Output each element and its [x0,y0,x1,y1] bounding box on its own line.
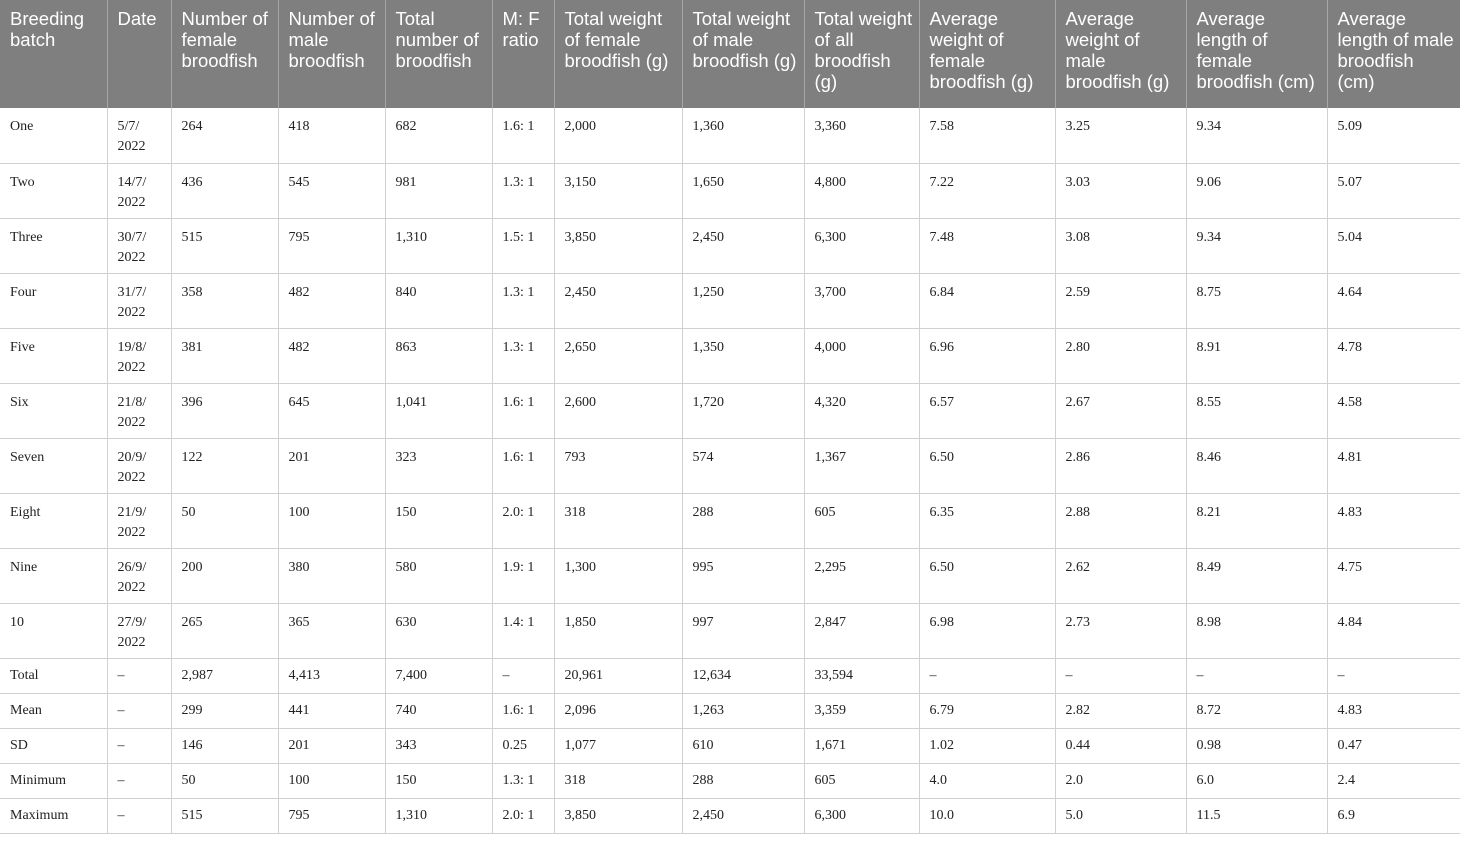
table-cell: 580 [385,548,492,603]
table-cell: – [107,658,171,693]
table-cell: Seven [0,438,107,493]
table-cell: 441 [278,693,385,728]
table-cell: 1.3: 1 [492,163,554,218]
table-cell: 2.86 [1055,438,1186,493]
table-cell: 4,000 [804,328,919,383]
table-cell: 358 [171,273,278,328]
table-row [0,163,1460,218]
table-cell: 6.50 [919,548,1055,603]
table-cell: 645 [278,383,385,438]
table-cell: 9.06 [1186,163,1327,218]
table-cell: – [107,728,171,763]
table-cell: 863 [385,328,492,383]
table-cell: 33,594 [804,658,919,693]
table-cell: 10.0 [919,798,1055,833]
table-cell: 2.80 [1055,328,1186,383]
table-cell: Five [0,328,107,383]
table-cell: 3,850 [554,798,682,833]
column-header: Average length of male broodfish (cm) [1327,0,1460,108]
table-cell: 2.82 [1055,693,1186,728]
table-cell: 6,300 [804,218,919,273]
table-cell: 4,800 [804,163,919,218]
table-cell: 1,360 [682,108,804,163]
table-cell: 6.98 [919,603,1055,658]
table-cell: 380 [278,548,385,603]
table-cell: 7.48 [919,218,1055,273]
table-cell: 8.72 [1186,693,1327,728]
table-cell: 1.3: 1 [492,328,554,383]
table-cell: 2,600 [554,383,682,438]
table-cell: 3,359 [804,693,919,728]
table-cell: 4.83 [1327,493,1460,548]
table-cell: 4,413 [278,658,385,693]
table-cell: 8.46 [1186,438,1327,493]
table-cell: 323 [385,438,492,493]
table-cell: 9.34 [1186,218,1327,273]
table-cell: 2.67 [1055,383,1186,438]
table-cell: 264 [171,108,278,163]
table-cell: 20,961 [554,658,682,693]
table-cell: 1.3: 1 [492,763,554,798]
column-header: Total weight of all broodfish (g) [804,0,919,108]
table-cell: Three [0,218,107,273]
table-cell: 6,300 [804,798,919,833]
table-cell: 150 [385,763,492,798]
table-cell: 27/9/ 2022 [107,603,171,658]
table-cell: 31/7/ 2022 [107,273,171,328]
table-cell: 8.55 [1186,383,1327,438]
table-cell: 1,367 [804,438,919,493]
table-cell: 343 [385,728,492,763]
table-cell: 2,295 [804,548,919,603]
table-cell: – [107,763,171,798]
table-cell: 2.0 [1055,763,1186,798]
table-cell: 7,400 [385,658,492,693]
table-header [0,0,1460,108]
table-cell: 2.0: 1 [492,493,554,548]
table-cell: 682 [385,108,492,163]
table-cell: 396 [171,383,278,438]
table-cell: 1,077 [554,728,682,763]
table-cell: 7.22 [919,163,1055,218]
table-cell: One [0,108,107,163]
table-cell: 288 [682,763,804,798]
column-header: Date [107,0,171,108]
table-cell: Nine [0,548,107,603]
column-header: Total weight of male broodfish (g) [682,0,804,108]
table-cell: 12,634 [682,658,804,693]
table-cell: 2,450 [682,798,804,833]
table-cell: SD [0,728,107,763]
table-cell: 318 [554,763,682,798]
table-cell: 630 [385,603,492,658]
table-cell: 7.58 [919,108,1055,163]
table-cell: 740 [385,693,492,728]
summary-row [0,658,1460,693]
table-cell: 1,350 [682,328,804,383]
header-row [0,0,1460,108]
table-cell: 6.96 [919,328,1055,383]
table-cell: Six [0,383,107,438]
table-cell: 21/8/ 2022 [107,383,171,438]
table-cell: 8.98 [1186,603,1327,658]
table-cell: 482 [278,328,385,383]
table-cell: 0.25 [492,728,554,763]
table-cell: 100 [278,493,385,548]
table-cell: 26/9/ 2022 [107,548,171,603]
table-cell: 4.83 [1327,693,1460,728]
table-cell: 19/8/ 2022 [107,328,171,383]
table-cell: Mean [0,693,107,728]
table-cell: 605 [804,493,919,548]
table-cell: – [492,658,554,693]
column-header: Number of female broodfish [171,0,278,108]
table-cell: Two [0,163,107,218]
table-cell: 1,650 [682,163,804,218]
table-cell: 201 [278,728,385,763]
table-cell: 20/9/ 2022 [107,438,171,493]
table-cell: 574 [682,438,804,493]
table-cell: 5.09 [1327,108,1460,163]
table-cell: 146 [171,728,278,763]
table-cell: 4.81 [1327,438,1460,493]
table-cell: 100 [278,763,385,798]
table-cell: Total [0,658,107,693]
table-cell: 0.44 [1055,728,1186,763]
column-header: Number of male broodfish [278,0,385,108]
table-body [0,108,1460,833]
table-cell: 1.6: 1 [492,383,554,438]
table-cell: 605 [804,763,919,798]
table-cell: 6.50 [919,438,1055,493]
table-cell: 6.79 [919,693,1055,728]
table-cell: 299 [171,693,278,728]
table-cell: 4,320 [804,383,919,438]
table-cell: 997 [682,603,804,658]
table-cell: 5.07 [1327,163,1460,218]
table-cell: 610 [682,728,804,763]
table-row [0,548,1460,603]
table-cell: 288 [682,493,804,548]
table-cell: 6.84 [919,273,1055,328]
table-cell: 482 [278,273,385,328]
table-cell: 515 [171,218,278,273]
table-cell: 0.98 [1186,728,1327,763]
table-cell: 1.6: 1 [492,693,554,728]
table-cell: 2,987 [171,658,278,693]
table-cell: 8.21 [1186,493,1327,548]
table-cell: 1,300 [554,548,682,603]
table-cell: – [1327,658,1460,693]
table-cell: Four [0,273,107,328]
table-cell: 50 [171,493,278,548]
table-cell: 2.62 [1055,548,1186,603]
summary-row [0,763,1460,798]
table-cell: 8.49 [1186,548,1327,603]
table-cell: 6.0 [1186,763,1327,798]
table-cell: 2,000 [554,108,682,163]
table-cell: 5.0 [1055,798,1186,833]
table-cell: 418 [278,108,385,163]
table-cell: 6.35 [919,493,1055,548]
table-cell: 150 [385,493,492,548]
table-cell: 21/9/ 2022 [107,493,171,548]
table-cell: 4.78 [1327,328,1460,383]
table-cell: 995 [682,548,804,603]
table-row [0,383,1460,438]
table-cell: 6.9 [1327,798,1460,833]
table-cell: 4.64 [1327,273,1460,328]
table-cell: 436 [171,163,278,218]
table-cell: 1,310 [385,218,492,273]
table-cell: – [1186,658,1327,693]
table-cell: Minimum [0,763,107,798]
table-cell: 2.59 [1055,273,1186,328]
table-cell: – [1055,658,1186,693]
table-cell: 6.57 [919,383,1055,438]
table-cell: 318 [554,493,682,548]
table-cell: 200 [171,548,278,603]
table-cell: 10 [0,603,107,658]
table-row [0,438,1460,493]
table-cell: 1,041 [385,383,492,438]
table-cell: 1.9: 1 [492,548,554,603]
column-header: Average length of female broodfish (cm) [1186,0,1327,108]
table-cell: 1.5: 1 [492,218,554,273]
table-cell: 9.34 [1186,108,1327,163]
column-header: Average weight of male broodfish (g) [1055,0,1186,108]
table-cell: 515 [171,798,278,833]
table-cell: 0.47 [1327,728,1460,763]
column-header: Total number of broodfish [385,0,492,108]
table-cell: 365 [278,603,385,658]
table-cell: 840 [385,273,492,328]
table-cell: 3,150 [554,163,682,218]
summary-row [0,693,1460,728]
table-cell: 5/7/ 2022 [107,108,171,163]
column-header: Total weight of female broodfish (g) [554,0,682,108]
table-cell: 545 [278,163,385,218]
table-cell: 3,700 [804,273,919,328]
table-cell: 795 [278,218,385,273]
table-cell: 981 [385,163,492,218]
table-cell: 122 [171,438,278,493]
table-cell: 1.4: 1 [492,603,554,658]
table-cell: 1.6: 1 [492,108,554,163]
table-cell: 793 [554,438,682,493]
table-cell: Eight [0,493,107,548]
table-cell: 2.88 [1055,493,1186,548]
table-cell: 30/7/ 2022 [107,218,171,273]
table-cell: 2,650 [554,328,682,383]
column-header: M: F ratio [492,0,554,108]
table-cell: 5.04 [1327,218,1460,273]
table-row [0,108,1460,163]
table-cell: 1.3: 1 [492,273,554,328]
table-cell: 3.25 [1055,108,1186,163]
table-row [0,603,1460,658]
table-cell: – [107,798,171,833]
table-cell: 50 [171,763,278,798]
table-cell: 8.91 [1186,328,1327,383]
table-cell: 4.75 [1327,548,1460,603]
table-cell: 2,450 [682,218,804,273]
table-cell: 3.08 [1055,218,1186,273]
table-cell: 2.0: 1 [492,798,554,833]
table-cell: 1,250 [682,273,804,328]
table-cell: 1.6: 1 [492,438,554,493]
table-cell: – [107,693,171,728]
table-cell: 1,310 [385,798,492,833]
table-cell: 1,850 [554,603,682,658]
table-cell: 1,263 [682,693,804,728]
column-header: Breeding batch [0,0,107,108]
table-cell: 14/7/ 2022 [107,163,171,218]
table-cell: 3.03 [1055,163,1186,218]
table-cell: 795 [278,798,385,833]
table-cell: – [919,658,1055,693]
table-row [0,218,1460,273]
table-cell: 381 [171,328,278,383]
table-cell: 2.4 [1327,763,1460,798]
table-cell: 3,360 [804,108,919,163]
table-cell: 4.58 [1327,383,1460,438]
table-cell: 4.84 [1327,603,1460,658]
table-cell: 2.73 [1055,603,1186,658]
table-cell: 1,720 [682,383,804,438]
table-cell: 3,850 [554,218,682,273]
table-row [0,328,1460,383]
table-cell: 8.75 [1186,273,1327,328]
table-cell: 265 [171,603,278,658]
column-header: Average weight of female broodfish (g) [919,0,1055,108]
table-cell: 1,671 [804,728,919,763]
table-cell: 2,450 [554,273,682,328]
table-cell: 2,847 [804,603,919,658]
table-cell: 11.5 [1186,798,1327,833]
table-cell: Maximum [0,798,107,833]
table-cell: 4.0 [919,763,1055,798]
table-cell: 1.02 [919,728,1055,763]
summary-row [0,728,1460,763]
table-row [0,493,1460,548]
table-row [0,273,1460,328]
table-cell: 201 [278,438,385,493]
table-cell: 2,096 [554,693,682,728]
summary-row [0,798,1460,833]
